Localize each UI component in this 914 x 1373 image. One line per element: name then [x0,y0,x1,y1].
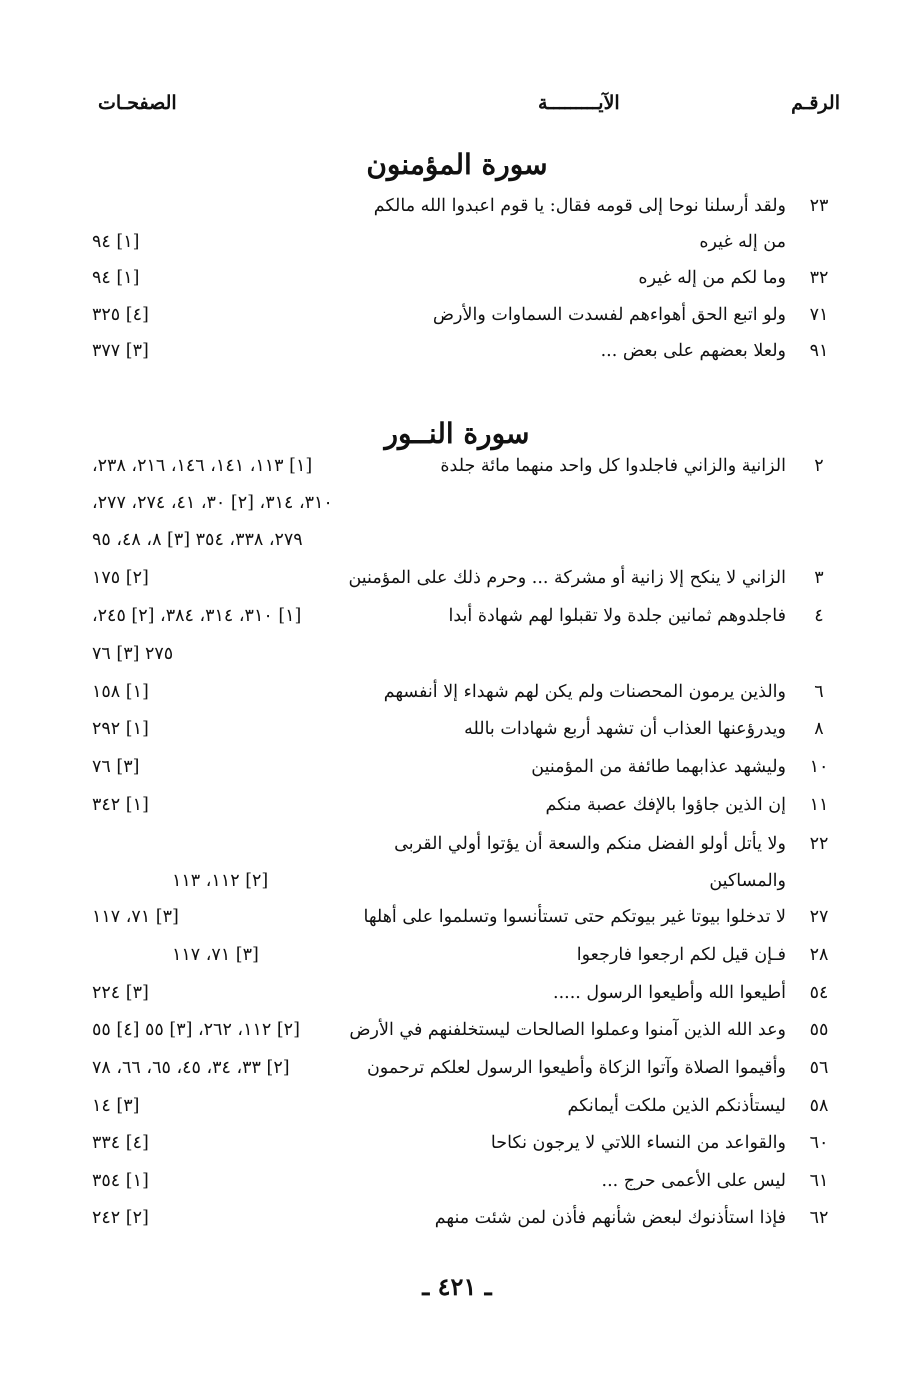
index-row [0,530,914,564]
page-references: [١] ٩٤ [92,232,140,252]
verse-number: ٣ [814,568,824,588]
page-references: [١] ٩٤ [92,268,140,288]
page-references: [٢] ١١٢، ٢٦٢، [٣] ٥٥ [٤] ٥٥ [92,1020,300,1040]
page-references: ٣١٠، ٣١٤، [٢] ٣٠، ٤١، ٢٧٤، ٢٧٧، [92,493,333,513]
index-row [0,1133,914,1167]
index-row [0,196,914,230]
index-row [0,757,914,791]
page-references: [٣] ٢٢٤ [92,983,149,1003]
page-references: [٣] ١٤ [92,1096,140,1116]
verse-number: ٦٠ [809,1133,829,1153]
verse-text: أطيعوا الله وأطيعوا الرسول ..... [553,983,786,1003]
index-row [0,1096,914,1130]
verse-text: ولعلا بعضهم على بعض ... [600,341,786,361]
page-references: ٢٧٩، ٣٣٨، ٣٥٤ [٣] ٨، ٤٨، ٩٥ [92,530,303,550]
verse-number: ٢٢ [809,834,829,854]
index-row [0,341,914,375]
header-pages: الصفحـات [98,92,177,114]
verse-number: ١١ [809,795,829,815]
index-row [0,1020,914,1054]
index-row [0,1058,914,1092]
verse-text: ولقد أرسلنا نوحا إلى قومه فقال: يا قوم اعبدوا الله مالكم [373,196,786,216]
verse-number: ٦ [814,682,824,702]
verse-number: ٩١ [809,341,829,361]
page-references: [٢] ٢٤٢ [92,1208,149,1228]
page-references: [١] ١١٣، ١٤١، ١٤٦، ٢١٦، ٢٣٨، [92,456,313,476]
verse-text: ولو اتبع الحق أهواءهم لفسدت السماوات والأرض [432,305,786,325]
verse-text: فـإن قيل لكم ارجعوا فارجعوا [576,945,786,965]
index-row [0,268,914,302]
verse-number: ٧١ [809,305,829,325]
index-row [0,606,914,640]
page-references: [٤] ٣٣٤ [92,1133,149,1153]
verse-number: ٢ [814,456,824,476]
verse-text: والقواعد من النساء اللاتي لا يرجون نكاحا [490,1133,786,1153]
verse-text: ويدرؤعنها العذاب أن تشهد أربع شهادات بالله [464,719,786,739]
verse-number: ٢٧ [809,907,829,927]
header-number: الرقـم [791,92,840,114]
page-number: ـ ٤٢١ ـ [422,1272,492,1301]
verse-text: لا تدخلوا بيوتا غير بيوتكم حتى تستأنسوا وتسلموا على أهلها [363,907,786,927]
index-row [0,983,914,1017]
verse-text: الزاني لا ينكح إلا زانية أو مشركة ... وحرم ذلك على المؤمنين [348,568,786,588]
index-row [0,456,914,490]
verse-number: ٦١ [809,1171,829,1191]
index-row [0,871,914,905]
page-references: [١] ٣١٠، ٣١٤، ٣٨٤، [٢] ٢٤٥، [92,606,302,626]
page-references: [١] ٣٤٢ [92,795,149,815]
verse-number: ٤ [814,606,824,626]
verse-text: إن الذين جاؤوا بالإفك عصبة منكم [545,795,786,815]
verse-number: ٢٨ [809,945,829,965]
verse-number: ٥٥ [809,1020,829,1040]
verse-text: فاجلدوهم ثمانين جلدة ولا تقبلوا لهم شهادة أبدا [448,606,786,626]
verse-text: الزانية والزاني فاجلدوا كل واحد منهما مائة جلدة [440,456,786,476]
verse-number: ٣٢ [809,268,829,288]
verse-number: ٥٨ [809,1096,829,1116]
index-row [0,682,914,716]
index-row [0,1171,914,1205]
index-row [0,834,914,868]
verse-number: ٨ [814,719,824,739]
page-references: [٢] ١١٢، ١١٣ [172,871,269,891]
verse-text: ليس على الأعمى حرج ... [601,1171,786,1191]
verse-number: ١٠ [809,757,829,777]
page-references: [١] ١٥٨ [92,682,149,702]
surah-title: سورة المؤمنون [366,148,548,181]
verse-number: ٥٤ [809,983,829,1003]
verse-number: ٢٣ [809,196,829,216]
index-row [0,907,914,941]
page-references: [٣] ٧١، ١١٧ [172,945,259,965]
page-references: [٣] ٧٦ [92,757,140,777]
page-references: [٣] ٣٧٧ [92,341,149,361]
verse-text: والذين يرمون المحصنات ولم يكن لهم شهداء إلا أنفسهم [383,682,786,702]
verse-text: والمساكين [709,871,786,891]
index-row [0,719,914,753]
header-verse: الآيـــــــــة [538,92,620,114]
index-row [0,1208,914,1242]
surah-title: سورة النــور [384,417,530,450]
page-references: [٤] ٣٢٥ [92,305,149,325]
page-references: [١] ٣٥٤ [92,1171,149,1191]
index-row [0,644,914,678]
index-row [0,493,914,527]
verse-number: ٥٦ [809,1058,829,1078]
verse-number: ٦٢ [809,1208,829,1228]
verse-text: وما لكم من إله غيره [638,268,786,288]
verse-text: وليشهد عذابهما طائفة من المؤمنين [531,757,786,777]
index-row [0,568,914,602]
verse-text: فإذا استأذنوك لبعض شأنهم فأذن لمن شئت منهم [434,1208,786,1228]
page-references: [٣] ٧١، ١١٧ [92,907,179,927]
verse-text: ولا يأتل أولو الفضل منكم والسعة أن يؤتوا أولي القربى [394,834,786,854]
index-row [0,305,914,339]
page-references: [١] ٢٩٢ [92,719,149,739]
verse-text: وأقيموا الصلاة وآتوا الزكاة وأطيعوا الرسول لعلكم ترحمون [366,1058,786,1078]
page-references: ٢٧٥ [٣] ٧٦ [92,644,174,664]
verse-text: ليستأذنكم الذين ملكت أيمانكم [567,1096,786,1116]
index-row [0,945,914,979]
verse-text: من إله غيره [699,232,786,252]
index-row [0,232,914,266]
page-references: [٢] ١٧٥ [92,568,149,588]
index-row [0,795,914,829]
page-references: [٢] ٣٣، ٣٤، ٤٥، ٦٥، ٦٦، ٧٨ [92,1058,290,1078]
verse-text: وعد الله الذين آمنوا وعملوا الصالحات ليستخلفنهم في الأرض [349,1020,786,1040]
